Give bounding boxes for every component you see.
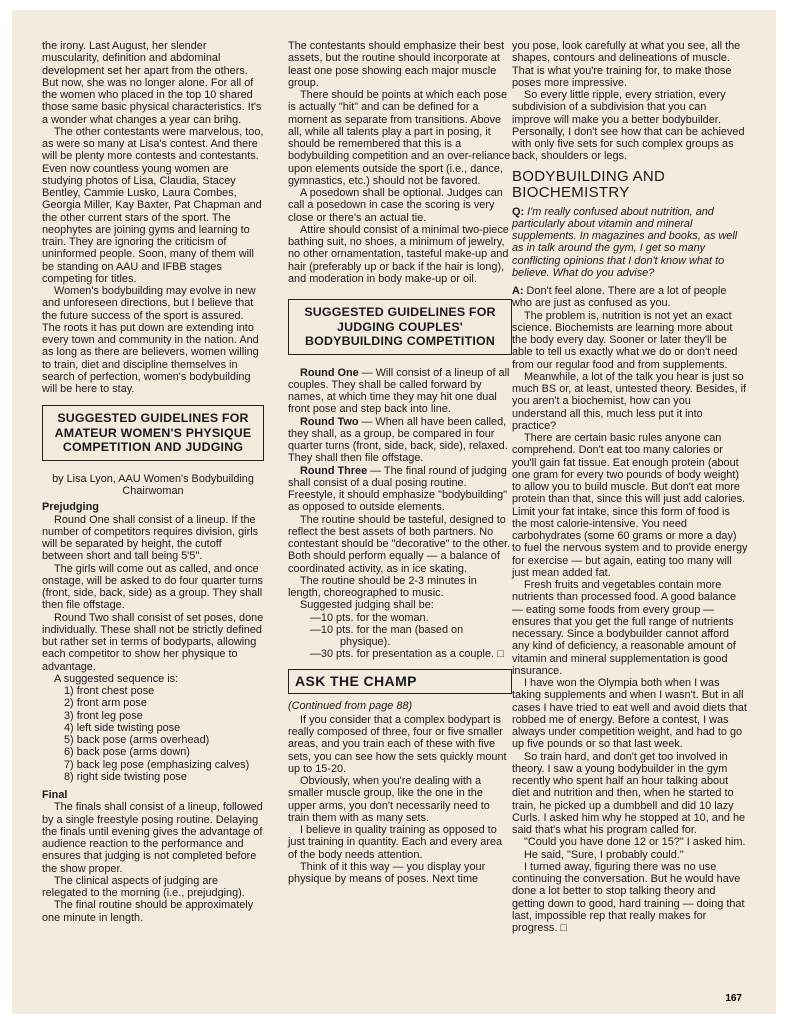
round-three-text: — The final round of judging shall consist of a dual posing routine. Freestyle, it should emphasize "bodybuilding" as opposed to outside elements. [288, 464, 508, 514]
list-item: 2) front arm pose [64, 697, 147, 710]
paragraph: The final routine should be approximately one minute in length. [42, 899, 254, 924]
round-three-label: Round Three [300, 464, 368, 477]
paragraph: A posedown shall be optional. Judges can call a posedown in case the scoring is very close or there's an actual tie. [288, 187, 503, 224]
list-item: —10 pts. for the man (based on physique). [310, 623, 464, 648]
paragraph: The routine should be tasteful, designed to reflect the best assets of both partners. No contestant should be "decorative" to the other. Both should perform equally — a balance of coordinated activity, as in ice skating. [288, 513, 511, 575]
paragraph: The routine should be 2-3 minutes in length, choreographed to music. [288, 574, 477, 599]
paragraph: So every little ripple, every striation, every subdivision of a subdivision that you can improve will make you a better bodybuilder. Personally, I don't see how that can be achieved with only five sets for such complex groups as back, shoulders or legs. [512, 89, 745, 163]
paragraph: Suggested judging shall be: [300, 599, 434, 612]
paragraph: There are certain basic rules anyone can comprehend. Don't eat too many calories or you'll gain fat tissue. Eat enough protein (about one gram for every two pounds of body weight) to allow you to build muscle. But don't eat more protein than that, since this will just add calories. Limit your fat intake, since this form of food is the most calorie-intensive. You need carbohydrates (some 60 grams or more a day) to fuel the nervous system and to provide energy for exercise — but again, eating too many will just mean added fat. [512, 432, 748, 579]
subheading-final: Final [42, 789, 68, 801]
paragraph: The other contestants were marvelous, too, as were so many at Lisa's contest. And there will be plenty more contests and contestants. Even now countless young women are studying photos of Lisa, Claudia, Stacey Bentley, Cammie Lusko, Laura Combes, Georgia Miller, Kay Baxter, Pat Chapman and the other current stars of the sport. The neophytes are joining gyms and learning to train. They are ignoring the criticism of uninformed people. Soon, many of them will be standing on AAU and IFBB stages competing for titles. [42, 125, 264, 285]
pose-sequence-list [42, 685, 264, 783]
paragraph: Think of it this way — you display your physique by means of poses. Next time [288, 860, 486, 885]
subheading-prejudging: Prejudging [42, 501, 99, 514]
paragraph: He said, "Sure, I probably could." [524, 848, 684, 861]
paragraph: Women's bodybuilding may evolve in new and unforeseen directions, but I believe that the future success of the sport is assured. The roots it has put down are extending into every town and community in the nation. And as long as there are believers, women willing to train, diet and discipline themselves in search of perfection, women's bodybuilding will be here to stay. [42, 285, 259, 395]
question-label: Q: [512, 205, 525, 218]
section-heading: BODYBUILDING AND BIOCHEMISTRY [512, 167, 666, 201]
paragraph: The clinical aspects of judging are relegated to the morning (i.e., prejudging). [42, 874, 245, 899]
round-one-text: — Will consist of a lineup of all couples. They shall be called forward by names, at which time they may hit one dual front pose and step back into line. [288, 366, 510, 416]
list-item: 8) right side twisting pose [64, 770, 187, 783]
paragraph: The girls will come out as called, and once onstage, will be asked to do four quarter turns (front, side, back, side) as a group. They shall then file offstage. [42, 562, 263, 612]
byline: by Lisa Lyon, AAU Women's Bodybuilding Chairwoman [52, 472, 254, 497]
paragraph: Meanwhile, a lot of the talk you hear is just so much BS or, at least, untested theory. Besides, if you aren't a biochemist, how can you understand all this, much less put it into practice? [512, 370, 747, 432]
list-item: 7) back leg pose (emphasizing calves) [64, 758, 250, 771]
answer-text: Don't feel alone. There are a lot of people who are just as confused as you. [512, 285, 727, 310]
paragraph: The contestants should emphasize their best assets, but the routine should incorporate at least one pose showing each major muscle group. [288, 40, 505, 89]
paragraph: Round Two shall consist of set poses, done individually. These shall not be strictly defined but rather set in terms of bodyparts, allowing each competitor to show her physique to advantage. [42, 611, 264, 673]
paragraph: The problem is, nutrition is not yet an exact science. Biochemists are learning more about the body every day. Sooner or later they'll be able to tell us exactly what we do or don't need from our regular food and from supplements. [512, 309, 738, 371]
magazine-page [12, 10, 776, 1014]
column-2 [288, 40, 512, 885]
paragraph: So train hard, and don't get too involved in theory. I saw a young bodybuilder in the gym recently who spent half an hour talking about diet and nutrition and then, when he started to train, he picked up a dumbbell and did 10 lazy Curls. I asked him why he stopped at 10, and he said that's what his program called for. [512, 750, 746, 836]
couples-box-title: SUGGESTED GUIDELINES FOR JUDGING COUPLES' BODYBUILDING COMPETITION [288, 299, 512, 355]
paragraph [288, 465, 512, 514]
paragraph: Obviously, when you're dealing with a smaller muscle group, like the one in the upper arms, you don't necessarily need to train them with as many sets. [288, 775, 490, 824]
paragraph: If you consider that a complex bodypart is really composed of three, four or five smaller areas, and you train each of these with five sets, you can see how the sets quickly mount up to 15-20. [288, 713, 507, 775]
answer-first [512, 285, 748, 310]
round-one-label: Round One [300, 366, 359, 379]
paragraph [288, 416, 512, 465]
round-two-text: — When all have been called, they shall, as a group, be compared in four quarter turns (front, side, back, side), relaxed. They shall then file offstage. [288, 415, 508, 465]
question [512, 206, 748, 280]
paragraph: I believe in quality training as opposed to just training in quantity. Each and every area of the body needs attention. [288, 824, 503, 861]
paragraph: The finals shall consist of a lineup, followed by a single freestyle posing routine. Delaying the finals until evening gives the advantage of audience reaction to the performance and ensures that judging is not completed before the show proper. [42, 801, 263, 875]
paragraph: Fresh fruits and vegetables contain more nutrients than processed food. A good balance — eating some foods from every group — ensures that you get the full range of nutrients necessary. Since a bodybuilder cannot afford any kind of deficiency, a reasonable amount of vitamin and mineral supplementation is good insurance. [512, 579, 737, 677]
ask-the-champ-title: ASK THE CHAMP [288, 669, 512, 694]
answer-label: A: [512, 285, 524, 297]
paragraph: "Could you have done 12 or 15?" I asked him. [524, 836, 746, 849]
column-1 [42, 40, 264, 924]
paragraph: Attire should consist of a minimal two-piece bathing suit, no shoes, a minimum of jewelry, no other ornamentation, tasteful make-up and hair (preferably up or back if the hair is long), and moderation in body make-up or oil. [288, 223, 509, 285]
list-item: 6) back pose (arms down) [64, 746, 190, 759]
paragraph: I turned away, figuring there was no use continuing the conversation. But he would have done a lot better to stop talking theory and getting down to good, hard training — doing that last, impossible rep that really makes for progress. □ [512, 860, 745, 934]
continued-note: (Continued from page 88) [288, 699, 413, 712]
paragraph: I have won the Olympia both when I was taking supplements and when I wasn't. But in all cases I have tried to eat well and avoid diets that robbed me of energy. Before a contest, I was always under competition weight, and had to go up five pounds or so that last week. [512, 677, 747, 751]
guidelines-box-title: SUGGESTED GUIDELINES FOR AMATEUR WOMEN'S PHYSIQUE COMPETITION AND JUDGING [42, 405, 264, 461]
list-item: —10 pts. for the woman. [310, 611, 429, 624]
column-3 [512, 40, 748, 934]
round-two-label: Round Two [300, 415, 359, 428]
paragraph [288, 367, 512, 416]
list-item: —30 pts. for presentation as a couple. □ [310, 648, 504, 661]
question-text: I'm really confused about nutrition, and particularly about vitamin and mineral supplements. In magazines and books, as well as in talk around the gym, I get so many conflicting opinions that I don't know what to believe. What do you advise? [512, 205, 738, 279]
list-item: 1) front chest pose [64, 685, 155, 697]
paragraph: Round One shall consist of a lineup. If the number of competitors requires division, girls will be separated by height, the cutoff between short and tall being 5'5". [42, 513, 259, 563]
points-list [288, 612, 512, 661]
paragraph: A suggested sequence is: [54, 672, 179, 685]
page-number: 167 [725, 993, 742, 1004]
paragraph: you pose, look carefully at what you see, all the shapes, contours and delineations of muscle. That is what you're training for, to make those poses more impressive. [512, 40, 741, 89]
paragraph: the irony. Last August, her slender muscularity, definition and abdominal development set her apart from the others. But now, she was no longer alone. For all of the women who placed in the top 10 shared those same basic physical characteristics. It's a wonder what changes a year can brihg. [42, 40, 262, 126]
list-item: 5) back pose (arms overhead) [64, 734, 210, 746]
list-item: 3) front leg pose [64, 709, 143, 722]
list-item: 4) left side twisting pose [64, 721, 181, 734]
paragraph: There should be points at which each pose is actually "hit" and can be defined for a moment as separate from transitions. Above all, while all talents play a part in posing, it should be remembered that this is a bodybuilding competition and an over-reliance upon elements outside the sport (i.e., dance, gymnastics, etc.) should not be favored. [288, 89, 511, 187]
